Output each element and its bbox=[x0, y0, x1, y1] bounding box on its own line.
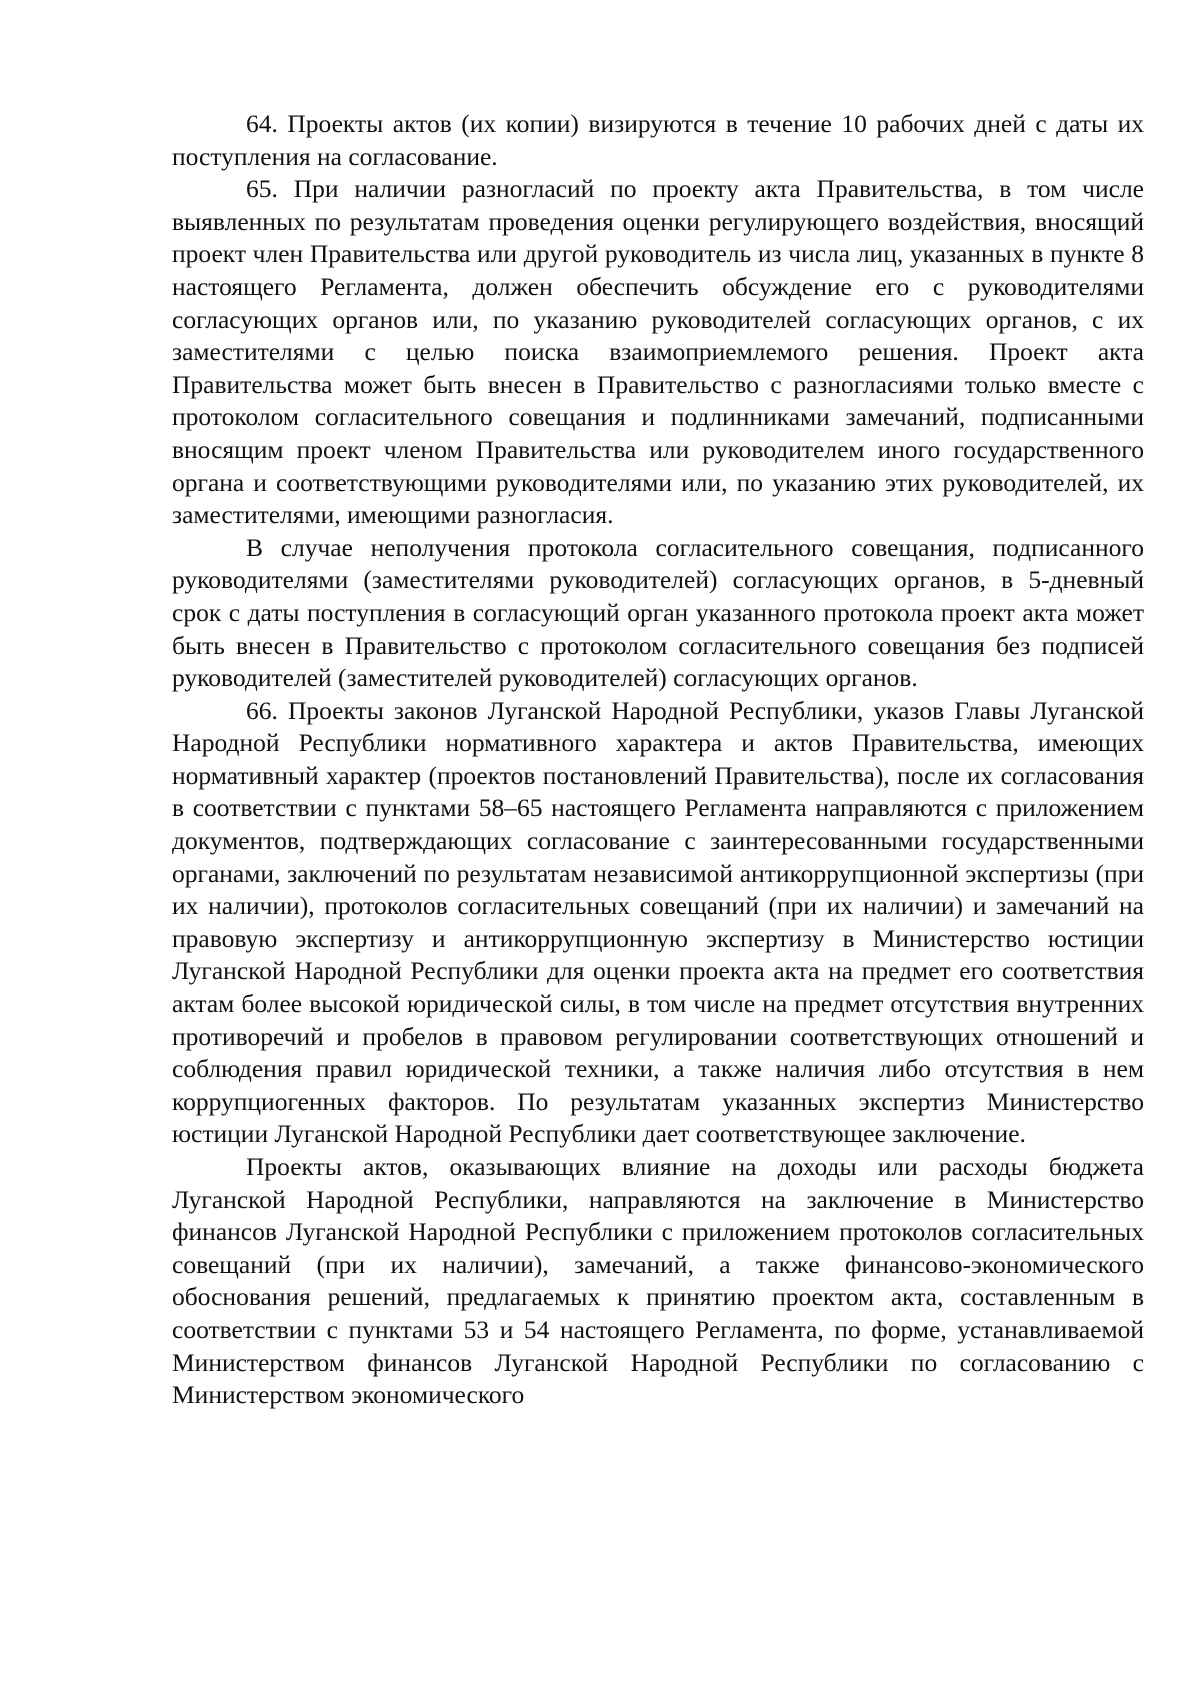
paragraph-66: 66. Проекты законов Луганской Народной Республики, указов Главы Луганской Народной Республики нормативного характера и актов Правительства, имеющих нормативный характер (проектов постановлений Правительства), после их согласования в соответствии с пунктами 58–65 настоящего Регламента направляются с приложением документов, подтверждающих согласование с заинтересованными государственными органами, заключений по результатам независимой антикоррупционной экспертизы (при их наличии), протоколов согласительных совещаний (при их наличии) и замечаний на правовую экспертизу и антикоррупционную экспертизу в Министерство юстиции Луганской Народной Республики для оценки проекта акта на предмет его соответствия актам более высокой юридической силы, в том числе на предмет отсутствия внутренних противоречий и пробелов в правовом регулировании соответствующих отношений и соблюдения правил юридической техники, а также наличия либо отсутствия в нем коррупциогенных факторов. По результатам указанных экспертиз Министерство юстиции Луганской Народной Республики дает соответствующее заключение. bbox=[172, 695, 1144, 1149]
paragraph-65: 65. При наличии разногласий по проекту акта Правительства, в том числе выявленных по результатам проведения оценки регулирующего воздействия, вносящий проект член Правительства или другой руководитель из числа лиц, указанных в пункте 8 настоящего Регламента, должен обеспечить обсуждение его с руководителями согласующих органов или, по указанию руководителей согласующих органов, с их заместителями с целью поиска взаимоприемлемого решения. Проект акта Правительства может быть внесен в Правительство с разногласиями только вместе с протоколом согласительного совещания и подлинниками замечаний, подписанными вносящим проект членом Правительства или руководителем иного государственного органа и соответствующими руководителями или, по указанию этих руководителей, их заместителями, имеющими разногласия. bbox=[172, 174, 1144, 530]
paragraph-66-continued: Проекты актов, оказывающих влияние на доходы или расходы бюджета Луганской Народной Республики, направляются на заключение в Министерство финансов Луганской Народной Республики с приложением протоколов согласительных совещаний (при их наличии), замечаний, а также финансово-экономического обоснования решений, предлагаемых к принятию проектом акта, составленным в соответствии с пунктами 53 и 54 настоящего Регламента, по форме, устанавливаемой Министерством финансов Луганской Народной Республики по согласованию с Министерством экономического bbox=[172, 1152, 1144, 1410]
paragraph-64: 64. Проекты актов (их копии) визируются в течение 10 рабочих дней с даты их поступления на согласование. bbox=[172, 109, 1144, 171]
paragraph-65-continued: В случае неполучения протокола согласительного совещания, подписанного руководителями (заместителями руководителей) согласующих органов, в 5-дневный срок с даты поступления в согласующий орган указанного протокола проект акта может быть внесен в Правительство с протоколом согласительного совещания без подписей руководителей (заместителей руководителей) согласующих органов. bbox=[172, 532, 1144, 693]
document-page bbox=[172, 108, 1144, 1412]
